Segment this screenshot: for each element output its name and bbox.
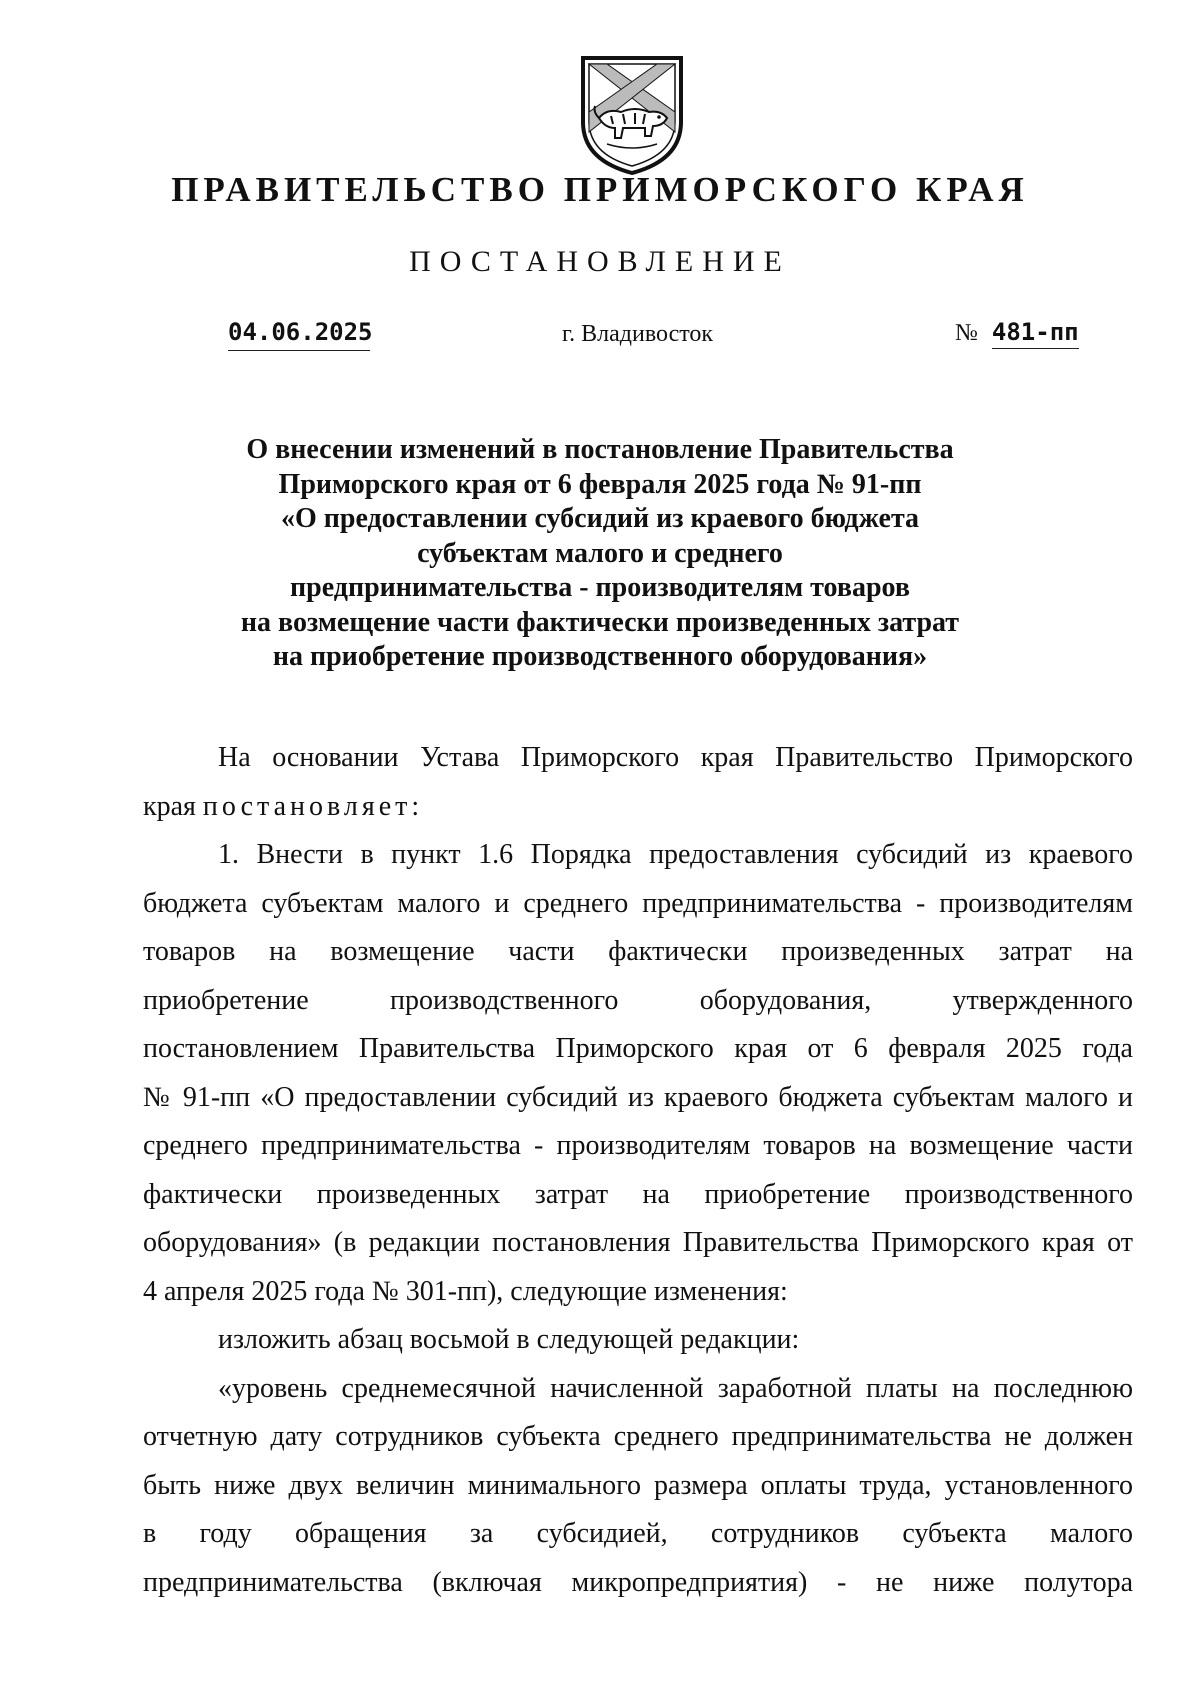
preamble-text: края xyxy=(143,790,203,822)
document-date: 04.06.2025 xyxy=(228,318,373,346)
paragraph-line: товаров на возмещение части фактически произведенных затрат на xyxy=(143,936,1133,967)
paragraph-line: среднего предпринимательства - производителям товаров на возмещение части xyxy=(143,1130,1133,1161)
organization-title: ПРАВИТЕЛЬСТВО ПРИМОРСКОГО КРАЯ xyxy=(171,170,1029,209)
heading-line: Приморского края от 6 февраля 2025 года № 91-пп xyxy=(278,468,922,500)
paragraph-line: № 91-пп «О предоставлении субсидий из краевого бюджета субъектам малого и xyxy=(143,1081,1133,1113)
paragraph-line: бюджета субъектам малого и среднего предпринимательства - производителям xyxy=(143,887,1133,919)
document-number xyxy=(955,318,1079,347)
paragraph-line: фактически произведенных затрат на приобретение производственного xyxy=(143,1178,1133,1210)
heading-line: О внесении изменений в постановление Правительства xyxy=(246,434,954,465)
quote-line: «уровень среднемесячной начисленной заработной платы на последнюю xyxy=(218,1372,1133,1404)
preamble-verb: постановляет: xyxy=(202,790,424,822)
document-heading xyxy=(180,433,1020,675)
heading-line: на возмещение части фактически произведенных затрат xyxy=(240,606,960,638)
heading-line: субъектам малого и среднего xyxy=(417,537,783,569)
paragraph-line: 4 апреля 2025 года № 301-пп), следующие изменения: xyxy=(143,1275,788,1307)
instruction-line: изложить абзац восьмой в следующей редакции: xyxy=(218,1324,800,1355)
heading-line: «О предоставлении субсидий из краевого бюджета xyxy=(280,503,920,534)
document-type: ПОСТАНОВЛЕНИЕ xyxy=(409,245,791,278)
document-body xyxy=(143,734,1133,1607)
number-value: 481-пп xyxy=(992,318,1079,349)
quote-line: предпринимательства (включая микропредприятия) - не ниже полутора xyxy=(143,1566,1133,1598)
heading-line: на приобретение производственного оборудования» xyxy=(272,641,928,672)
preamble-line: На основании Устава Приморского края Правительство Приморского xyxy=(218,742,1133,773)
heading-line: предпринимательства - производителям товаров xyxy=(290,572,910,603)
paragraph-line: приобретение производственного оборудования, утвержденного xyxy=(143,984,1133,1016)
quote-line: отчетную дату сотрудников субъекта среднего предпринимательства не должен xyxy=(143,1421,1133,1452)
quote-line: быть ниже двух величин минимального размера оплаты труда, установленного xyxy=(143,1469,1133,1501)
paragraph-line: постановлением Правительства Приморского края от 6 февраля 2025 года xyxy=(143,1033,1133,1064)
number-sign: № xyxy=(955,320,978,346)
document-city: г. Владивосток xyxy=(562,321,714,347)
date-underline xyxy=(228,350,370,351)
paragraph-line: 1. Внести в пункт 1.6 Порядка предоставления субсидий из краевого xyxy=(218,839,1133,870)
preamble-line xyxy=(143,783,1133,832)
paragraph-line: оборудования» (в редакции постановления Правительства Приморского края от xyxy=(143,1227,1133,1258)
quote-line: в году обращения за субсидией, сотрудников субъекта малого xyxy=(143,1518,1133,1549)
coat-of-arms-icon xyxy=(577,52,687,177)
